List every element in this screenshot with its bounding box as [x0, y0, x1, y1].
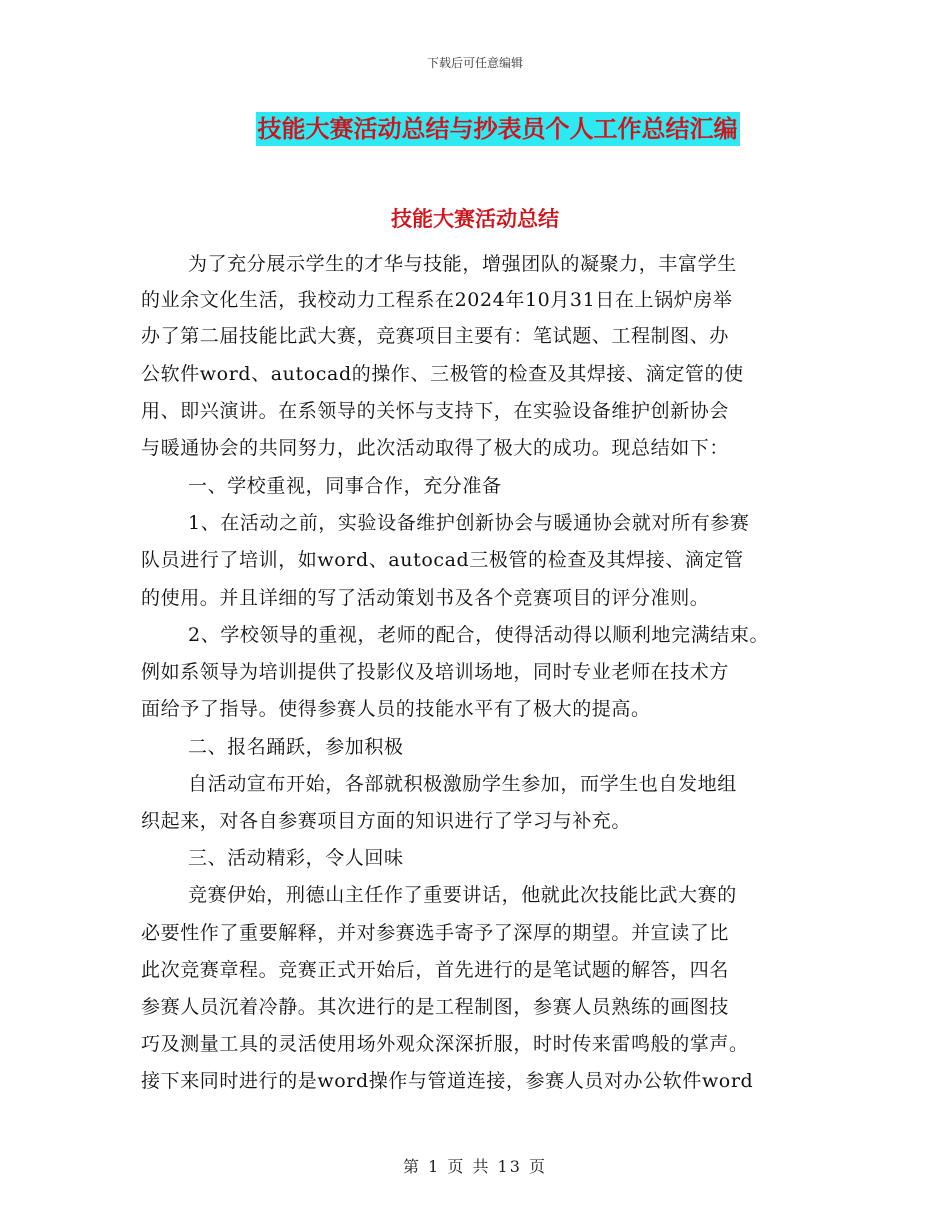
body-line: 织起来，对各自参赛项目方面的知识进行了学习与补充。 [141, 810, 632, 832]
body-line: 的使用。并且详细的写了活动策划书及各个竞赛项目的评分准则。 [141, 587, 710, 609]
body-line: 的业余文化生活，我校动力工程系在2024年10月31日在上锅炉房举 [141, 289, 733, 311]
body-line: 自活动宣布开始，各部就积极激励学生参加，而学生也自发地组 [188, 773, 737, 795]
body-line: 2、学校领导的重视，老师的配合，使得活动得以顺利地完满结束。 [188, 624, 770, 646]
page-footer: 第 1 页 共 13 页 [403, 1157, 547, 1176]
body-line: 与暖通协会的共同努力，此次活动取得了极大的成功。现总结如下： [141, 437, 730, 459]
body-line: 二、报名踊跃，参加积极 [188, 736, 404, 758]
body-line: 公软件word、autocad的操作、三极管的检查及其焊接、滴定管的使 [141, 363, 744, 385]
body-line: 用、即兴演讲。在系领导的关怀与支持下，在实验设备维护创新协会 [141, 400, 730, 422]
main-title-wrap [0, 112, 950, 146]
body-line: 三、活动精彩，令人回味 [188, 847, 404, 869]
body-line: 例如系领导为培训提供了投影仪及培训场地，同时专业老师在技术方 [141, 661, 730, 683]
body-line: 竞赛伊始，刑德山主任作了重要讲话，他就此次技能比武大赛的 [188, 884, 737, 906]
main-title: 技能大赛活动总结与抄表员个人工作总结汇编 [256, 112, 740, 146]
body-line: 为了充分展示学生的才华与技能，增强团队的凝聚力，丰富学生 [188, 253, 737, 275]
body-line: 面给予了指导。使得参赛人员的技能水平有了极大的提高。 [141, 698, 651, 720]
body-line: 办了第二届技能比武大赛，竞赛项目主要有：笔试题、工程制图、办 [141, 325, 730, 347]
body-line: 必要性作了重要解释，并对参赛选手寄予了深厚的期望。并宣读了比 [141, 922, 730, 944]
body-line: 巧及测量工具的灵活使用场外观众深深折服，时时传来雷鸣般的掌声。 [141, 1033, 749, 1055]
body-line: 1、在活动之前，实验设备维护创新协会与暖通协会就对所有参赛 [188, 512, 750, 534]
body-line: 此次竞赛章程。竞赛正式开始后，首先进行的是笔试题的解答，四名 [141, 959, 730, 981]
header-note: 下载后可任意编辑 [426, 56, 523, 70]
body-line: 参赛人员沉着冷静。其次进行的是工程制图，参赛人员熟练的画图技 [141, 996, 730, 1018]
section-title: 技能大赛活动总结 [391, 206, 559, 231]
body-line: 接下来同时进行的是word操作与管道连接，参赛人员对办公软件word [141, 1070, 754, 1092]
body-line: 一、学校重视，同事合作，充分准备 [188, 475, 502, 497]
body-line: 队员进行了培训，如word、autocad三极管的检查及其焊接、滴定管 [141, 549, 744, 571]
